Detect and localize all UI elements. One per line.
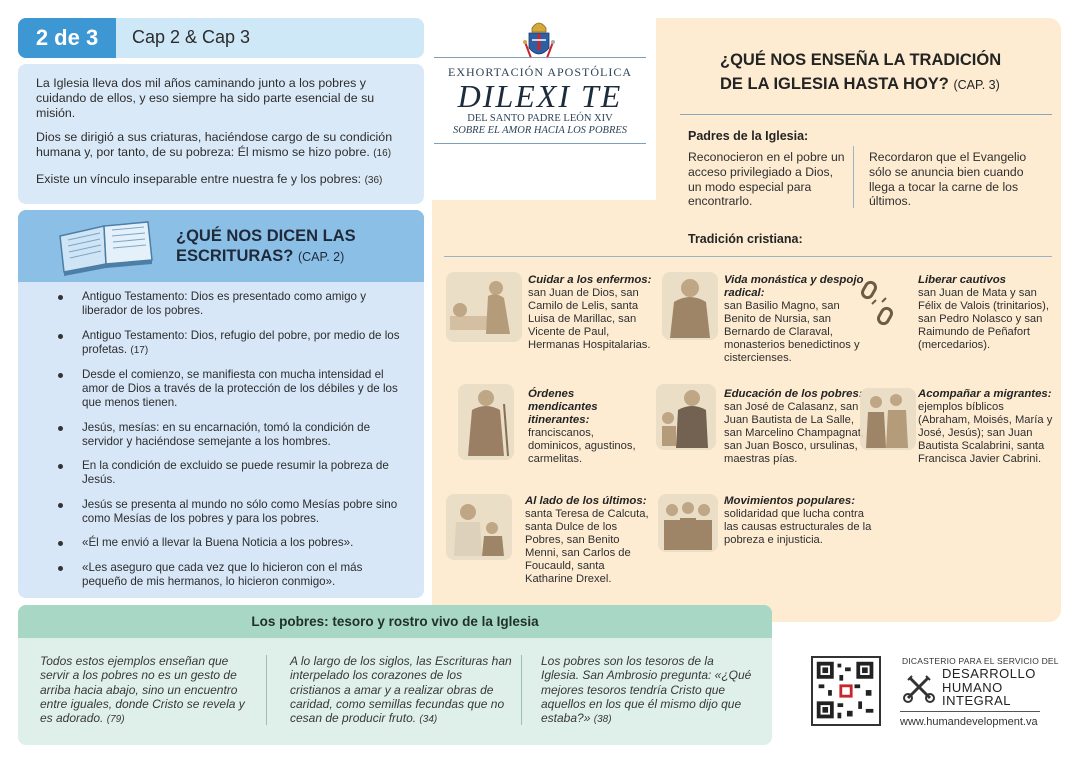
scriptures-title-text: ESCRITURAS? (176, 247, 294, 265)
list-item (56, 368, 408, 410)
tradition-cell (528, 388, 638, 466)
cell-description: san José de Calasanz, san Juan Bautista de La Salle, san Marcelino Champagnat, san Juan Bosco, ursulinas, maestras pías. (724, 401, 864, 465)
scriptures-panel (18, 210, 424, 598)
treasure-band-header (18, 605, 772, 638)
intro-box (18, 64, 424, 204)
intro-paragraph-2-text: Dios se dirigió a sus criaturas, haciéndose cargo de su condición humana y, por tanto, de su pobreza: Él mismo se hizo pobre. (36, 130, 393, 160)
tradition-title-line-2 (720, 72, 1001, 97)
cell-title: Liberar cautivos (918, 274, 1006, 286)
title-rule-bottom (434, 143, 646, 144)
christian-tradition-heading: Tradición cristiana: (688, 232, 803, 246)
crossed-keys-icon (902, 670, 936, 704)
list-item-text: En la condición de excluido se puede resumir la pobreza de Jesús. (82, 459, 389, 486)
reference: (79) (106, 714, 125, 726)
monk-icon (662, 272, 718, 340)
fathers-heading: Padres de la Iglesia: (688, 129, 809, 143)
tradition-title-line-1: ¿QUÉ NOS ENSEÑA LA TRADICIÓN (720, 51, 1002, 69)
cell-title: Cuidar a los enfermos: (528, 274, 652, 286)
chapter-ref: (CAP. 2) (297, 250, 345, 264)
scriptures-title-line-1: ¿QUÉ NOS DICEN LAS (176, 227, 356, 245)
list-item-text: «Les aseguro que cada vez que lo hicieron con el más pequeño de mis hermanos, lo hicieron conmigo». (82, 560, 363, 588)
fathers-text-left: Reconocieron en el pobre un acceso privilegiado a Dios, un modo especial para encontrarlo. (688, 150, 845, 209)
cell-description: solidaridad que lucha contra las causas estructurales de la pobreza e injusticia. (724, 508, 872, 546)
mother-teresa-icon (446, 494, 512, 560)
scriptures-header (18, 210, 424, 282)
people-icon (658, 494, 718, 552)
intro-paragraph-2 (36, 130, 406, 162)
cell-description: san Juan de Mata y san Félix de Valois (trinitarios), san Pedro Nolasco y san Raimundo de Peñafort (mercedarios). (918, 287, 1049, 351)
list-item-text: Antiguo Testamento: Dios es presentado como amigo y liberador de los pobres. (82, 290, 366, 317)
list-item (56, 329, 408, 358)
intro-paragraph-1: La Iglesia lleva dos mil años caminando junto a los pobres y cuidando de ellos, y eso siempre ha sido parte esencial de su misión. (36, 76, 375, 120)
divider (521, 655, 522, 725)
scriptures-title (176, 226, 356, 267)
quote-text: Los pobres son los tesoros de la Iglesia. San Ambrosio pregunta: «¿Qué mejores tesoros tendría Cristo que aquellos en los que él mismo dijo que estaba?» (541, 654, 752, 726)
list-item (56, 536, 408, 550)
list-item (56, 421, 408, 449)
reference: (36) (364, 174, 383, 186)
document-kicker: EXHORTACIÓN APOSTÓLICA (448, 65, 632, 79)
list-item-text: Jesús, mesías: en su encarnación, tomó la condición de servidor y haciéndose semejante a los hombres. (82, 420, 371, 448)
dicastery-name (942, 667, 1036, 708)
list-item (56, 498, 408, 526)
cell-description: franciscanos, dominicos, agustinos, carmelitas. (528, 427, 636, 465)
tradition-title-text: DE LA IGLESIA HASTA HOY? (720, 75, 949, 93)
fathers-text-right: Recordaron que el Evangelio sólo se anuncia bien cuando llega a tocar la carne de los últimos. (869, 150, 1027, 209)
reference: (17) (130, 344, 149, 356)
title-rule-top (434, 57, 646, 58)
quote (541, 654, 753, 727)
dicastery-label: DICASTERIO PARA EL SERVICIO DEL (902, 656, 1059, 666)
chapters-label: Cap 2 & Cap 3 (132, 27, 251, 47)
treasure-band (18, 605, 772, 745)
quote (40, 654, 252, 727)
tradition-cell (918, 274, 1054, 352)
broken-chain-icon (858, 278, 898, 330)
open-book-icon (56, 218, 156, 276)
quote-text: Todos estos ejemplos enseñan que servir a los pobres no es un gesto de arriba hacia abajo, sino un encuentro entre iguales, donde Cristo se revela y es adorado. (40, 654, 245, 726)
cell-title: Vida monástica y despojo radical: (724, 274, 864, 299)
section-header (18, 18, 424, 58)
cell-description: san Juan de Dios, san Camilo de Lelis, santa Luisa de Marillac, san Vicente de Paul, Hermanas Hospitalarias. (528, 287, 651, 351)
cell-title: Educación de los pobres: (724, 388, 863, 400)
tradition-cell (525, 495, 655, 586)
divider (680, 114, 1052, 115)
teacher-icon (656, 384, 716, 450)
quote-text: A lo largo de los siglos, las Escrituras han interpelado los corazones de los cristianos a amar y a realizar obras de caridad, como semillas fecundas que no cesan de producir fruto. (290, 654, 512, 726)
document-subtitle: SOBRE EL AMOR HACIA LOS POBRES (452, 125, 628, 136)
quote (290, 654, 512, 727)
dicastery-name-line-3: INTEGRAL (942, 693, 1012, 708)
list-item-text: «Él me envió a llevar la Buena Noticia a los pobres». (82, 536, 354, 549)
cell-description: santa Teresa de Calcuta, santa Dulce de los Pobres, san Benito Menni, san Carlos de Foucauld, santa Katharine Drexel. (525, 508, 649, 585)
dicastery-name-line-1: DESARROLLO (942, 666, 1036, 681)
list-item-text: Antiguo Testamento: Dios, refugio del pobre, por medio de los profetas. (82, 328, 400, 356)
tradition-cell (724, 388, 864, 466)
tradition-cell (528, 274, 658, 352)
divider (444, 256, 1052, 257)
tradition-title (720, 48, 1001, 97)
reference: (16) (373, 148, 392, 160)
document-title: DILEXI TE (457, 78, 623, 114)
care-sick-icon (446, 272, 522, 342)
intro-paragraph-3-text: Existe un vínculo inseparable entre nuestra fe y los pobres: (36, 171, 362, 186)
divider (266, 655, 267, 725)
cell-title: Al lado de los últimos: (525, 495, 647, 507)
divider (853, 146, 854, 208)
website-link[interactable]: www.humandevelopment.va (900, 716, 1038, 728)
cell-title: Acompañar a migrantes: (918, 388, 1052, 400)
list-item-text: Jesús se presenta al mundo no sólo como Mesías pobre sino como Mesías de los pobres y para los pobres. (82, 497, 398, 525)
dicastery-name-line-2: HUMANO (942, 679, 1003, 695)
reference: (34) (419, 714, 438, 726)
list-item-text: Desde el comienzo, se manifiesta con mucha intensidad el amor de Dios a través de la protección de los débiles y de los que menos tienen. (82, 368, 398, 409)
cell-title: Órdenes mendicantes itinerantes: (528, 388, 598, 426)
document-author: DEL SANTO PADRE LEÓN XIV (467, 113, 613, 124)
chapter-ref: (CAP. 3) (953, 78, 1000, 92)
cell-description: san Basilio Magno, san Benito de Nursia, san Bernardo de Claraval, monasterios benedictinos y cistercienses. (724, 300, 860, 364)
list-item (56, 561, 408, 589)
migrants-icon (860, 388, 916, 450)
list-item (56, 290, 408, 318)
divider (900, 711, 1040, 712)
scriptures-list (56, 290, 408, 598)
tradition-cell (918, 388, 1054, 466)
scriptures-title-line-2 (176, 246, 356, 267)
intro-paragraph-3 (36, 172, 406, 189)
reference: (38) (593, 714, 612, 726)
list-item (56, 459, 408, 487)
tradition-cell (724, 495, 880, 547)
friar-icon (458, 384, 514, 460)
qr-code[interactable] (811, 656, 881, 726)
cell-title: Movimientos populares: (724, 495, 856, 507)
cell-description: ejemplos bíblicos (Abraham, Moisés, María y José, Jesús); san Juan Bautista Scalabrini, santa Francisca Javier Cabrini. (918, 401, 1053, 465)
treasure-band-title: Los pobres: tesoro y rostro vivo de la Iglesia (251, 614, 539, 629)
page-number-badge: 2 de 3 (18, 18, 116, 58)
tradition-cell (724, 274, 864, 365)
